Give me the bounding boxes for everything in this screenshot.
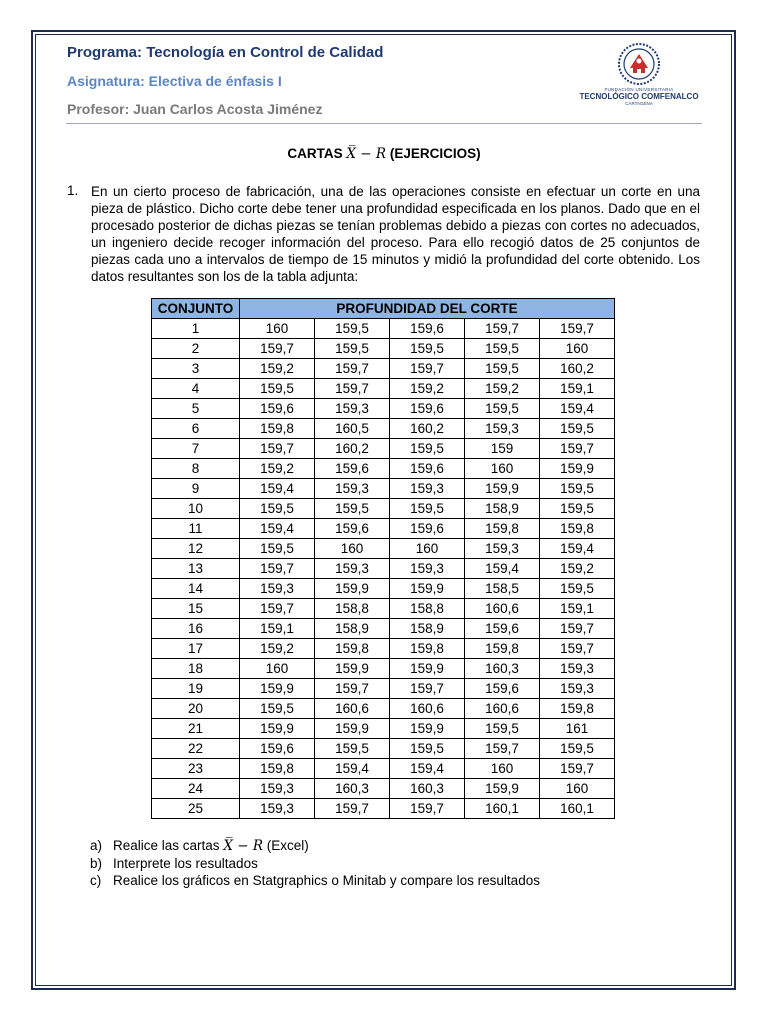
depth-value-cell: 159,7: [465, 739, 540, 759]
set-number-cell: 25: [152, 799, 240, 819]
depth-value-cell: 160,3: [315, 779, 390, 799]
table-row: [152, 599, 615, 619]
header-divider: [66, 123, 702, 124]
depth-value-cell: 159,2: [240, 639, 315, 659]
table-row: [152, 579, 615, 599]
depth-value-cell: 159,6: [390, 519, 465, 539]
depth-value-cell: 160,1: [540, 799, 615, 819]
depth-value-cell: 159,4: [240, 479, 315, 499]
depth-value-cell: 159,8: [465, 519, 540, 539]
depth-value-cell: 158,9: [465, 499, 540, 519]
set-number-cell: 11: [152, 519, 240, 539]
table-row: [152, 519, 615, 539]
logo-line-1: FUNDACIÓN UNIVERSITARIA: [604, 87, 674, 92]
table-row: [152, 619, 615, 639]
depth-value-cell: 159,9: [465, 479, 540, 499]
table-row: [152, 319, 615, 339]
task-text-before: Realice las cartas: [113, 838, 220, 853]
depth-value-cell: 159,7: [315, 379, 390, 399]
depth-value-cell: 159,5: [390, 739, 465, 759]
table-row: [152, 679, 615, 699]
logo-line-2: TECNOLÓGICO COMFENALCO: [579, 92, 699, 101]
depth-value-cell: 159,5: [315, 499, 390, 519]
table-row: [152, 539, 615, 559]
depth-value-cell: 160: [465, 459, 540, 479]
depth-value-cell: 159,5: [540, 419, 615, 439]
depth-value-cell: 159,6: [390, 319, 465, 339]
table-row: [152, 459, 615, 479]
depth-value-cell: 159,5: [315, 339, 390, 359]
depth-value-cell: 159,5: [540, 499, 615, 519]
document-title: [0, 146, 768, 162]
depth-value-cell: 160,2: [315, 439, 390, 459]
table-row: [152, 639, 615, 659]
depth-value-cell: 159,2: [240, 459, 315, 479]
exercise-number: 1.: [67, 183, 79, 198]
depth-data-table: [151, 298, 615, 819]
depth-value-cell: 159,9: [315, 579, 390, 599]
set-number-cell: 19: [152, 679, 240, 699]
depth-value-cell: 159,3: [540, 659, 615, 679]
depth-value-cell: 159,3: [390, 559, 465, 579]
depth-value-cell: 159,9: [465, 779, 540, 799]
depth-value-cell: 159,5: [465, 339, 540, 359]
depth-value-cell: 160,6: [465, 599, 540, 619]
task-label: b): [90, 856, 103, 871]
set-number-cell: 2: [152, 339, 240, 359]
depth-value-cell: 159,5: [240, 379, 315, 399]
depth-value-cell: 159,7: [315, 359, 390, 379]
set-number-cell: 13: [152, 559, 240, 579]
depth-value-cell: 159,3: [540, 679, 615, 699]
title-suffix: (EJERCICIOS): [389, 146, 481, 161]
depth-value-cell: 159,8: [540, 519, 615, 539]
set-number-cell: 23: [152, 759, 240, 779]
depth-value-cell: 159,7: [315, 799, 390, 819]
set-number-cell: 1: [152, 319, 240, 339]
depth-value-cell: 159,4: [540, 539, 615, 559]
depth-value-cell: 160,3: [390, 779, 465, 799]
subject-heading: Asignatura: Electiva de énfasis I: [67, 73, 282, 89]
depth-value-cell: 159,9: [540, 459, 615, 479]
depth-value-cell: 160,2: [390, 419, 465, 439]
depth-value-cell: 159,6: [315, 519, 390, 539]
depth-value-cell: 160: [240, 319, 315, 339]
table-row: [152, 739, 615, 759]
depth-value-cell: 159,5: [240, 699, 315, 719]
seal-icon: [616, 42, 662, 86]
header-conjunto: CONJUNTO: [152, 299, 240, 319]
depth-value-cell: 159,2: [390, 379, 465, 399]
table-row: [152, 699, 615, 719]
set-number-cell: 5: [152, 399, 240, 419]
table-row: [152, 499, 615, 519]
depth-value-cell: 159,6: [390, 399, 465, 419]
set-number-cell: 14: [152, 579, 240, 599]
depth-value-cell: 159,3: [240, 579, 315, 599]
depth-value-cell: 160,2: [540, 359, 615, 379]
depth-value-cell: 159,7: [240, 599, 315, 619]
table-header-row: [152, 299, 615, 319]
depth-value-cell: 159,4: [315, 759, 390, 779]
depth-value-cell: 159,4: [540, 399, 615, 419]
table-row: [152, 439, 615, 459]
depth-value-cell: 159,5: [465, 399, 540, 419]
depth-value-cell: 159,6: [240, 739, 315, 759]
table-row: [152, 759, 615, 779]
depth-value-cell: 159,8: [315, 639, 390, 659]
depth-value-cell: 159,7: [540, 439, 615, 459]
table-row: [152, 779, 615, 799]
task-text: Realice los gráficos en Statgraphics o Minitab y compare los resultados: [113, 873, 540, 888]
depth-value-cell: 159,5: [315, 739, 390, 759]
depth-value-cell: 159,3: [315, 399, 390, 419]
task-label: c): [90, 873, 102, 888]
depth-value-cell: 159,5: [540, 579, 615, 599]
depth-value-cell: 159,7: [240, 339, 315, 359]
set-number-cell: 4: [152, 379, 240, 399]
depth-value-cell: 159,7: [240, 439, 315, 459]
depth-value-cell: 159,7: [390, 359, 465, 379]
table-row: [152, 559, 615, 579]
depth-value-cell: 159,8: [465, 639, 540, 659]
depth-value-cell: 159,8: [540, 699, 615, 719]
depth-value-cell: 159,4: [465, 559, 540, 579]
set-number-cell: 3: [152, 359, 240, 379]
task-text: Interprete los resultados: [113, 856, 258, 871]
depth-value-cell: 160,6: [390, 699, 465, 719]
table-row: [152, 399, 615, 419]
set-number-cell: 16: [152, 619, 240, 639]
title-prefix: CARTAS: [287, 146, 343, 161]
table-row: [152, 339, 615, 359]
depth-value-cell: 160,3: [465, 659, 540, 679]
set-number-cell: 8: [152, 459, 240, 479]
depth-value-cell: 158,9: [390, 619, 465, 639]
table-row: [152, 659, 615, 679]
set-number-cell: 18: [152, 659, 240, 679]
depth-value-cell: 159,8: [240, 759, 315, 779]
depth-value-cell: 159,3: [465, 419, 540, 439]
institution-logo: [574, 42, 704, 118]
depth-value-cell: 159,3: [315, 479, 390, 499]
depth-value-cell: 160: [240, 659, 315, 679]
logo-line-3: CARTAGENA: [625, 101, 653, 106]
set-number-cell: 12: [152, 539, 240, 559]
table-row: [152, 359, 615, 379]
depth-value-cell: 159,3: [240, 799, 315, 819]
depth-value-cell: 159,6: [240, 399, 315, 419]
set-number-cell: 6: [152, 419, 240, 439]
task-text: [113, 837, 309, 855]
depth-value-cell: 159,9: [315, 719, 390, 739]
depth-value-cell: 159: [465, 439, 540, 459]
depth-value-cell: 160: [315, 539, 390, 559]
task-formula: X̅ − R: [223, 838, 263, 854]
exercise-statement: En un cierto proceso de fabricación, una de las operaciones consiste en efectuar un corte en una pieza de plástico. Dicho corte debe tener una profundidad especificada en los planos. Dado que en el procesado posterior de dichas piezas se tenían problemas debido a piezas con cortes no adecuados, un ingeniero decide recoger información del proceso. Para ello recogió datos de 25 conjuntos de piezas cada uno a intervalos de tiempo de 15 minutos y midió la profundidad del corte obtenido. Los datos resultantes son los de la tabla adjunta:: [91, 184, 700, 284]
table-row: [152, 479, 615, 499]
depth-value-cell: 158,8: [390, 599, 465, 619]
depth-value-cell: 159,6: [465, 619, 540, 639]
table-row: [152, 379, 615, 399]
program-heading: Programa: Tecnología en Control de Calidad: [67, 44, 384, 61]
set-number-cell: 7: [152, 439, 240, 459]
depth-value-cell: 159,9: [240, 679, 315, 699]
set-number-cell: 20: [152, 699, 240, 719]
depth-value-cell: 159,7: [465, 319, 540, 339]
depth-value-cell: 159,9: [315, 659, 390, 679]
header-profundidad: PROFUNDIDAD DEL CORTE: [240, 299, 615, 319]
depth-value-cell: 159,5: [465, 719, 540, 739]
depth-value-cell: 159,5: [240, 499, 315, 519]
depth-value-cell: 159,9: [390, 659, 465, 679]
set-number-cell: 21: [152, 719, 240, 739]
depth-value-cell: 159,3: [240, 779, 315, 799]
depth-value-cell: 160,6: [315, 699, 390, 719]
depth-value-cell: 159,3: [465, 539, 540, 559]
depth-value-cell: 160: [465, 759, 540, 779]
table-row: [152, 719, 615, 739]
depth-value-cell: 159,5: [240, 539, 315, 559]
depth-value-cell: 159,1: [240, 619, 315, 639]
depth-value-cell: 159,6: [390, 459, 465, 479]
set-number-cell: 22: [152, 739, 240, 759]
task-item: [90, 837, 540, 855]
table-row: [152, 419, 615, 439]
depth-value-cell: 159,8: [240, 419, 315, 439]
depth-value-cell: 160: [540, 779, 615, 799]
table-row: [152, 799, 615, 819]
depth-value-cell: 159,4: [390, 759, 465, 779]
depth-value-cell: 159,6: [315, 459, 390, 479]
task-item: [90, 872, 540, 889]
depth-value-cell: 159,7: [390, 799, 465, 819]
depth-value-cell: 158,9: [315, 619, 390, 639]
depth-value-cell: 159,7: [315, 679, 390, 699]
depth-value-cell: 159,9: [390, 579, 465, 599]
depth-value-cell: 159,5: [540, 479, 615, 499]
depth-value-cell: 159,7: [540, 639, 615, 659]
depth-value-cell: 159,5: [390, 499, 465, 519]
set-number-cell: 9: [152, 479, 240, 499]
professor-heading: Profesor: Juan Carlos Acosta Jiménez: [67, 101, 323, 117]
depth-value-cell: 159,8: [390, 639, 465, 659]
depth-value-cell: 159,9: [390, 719, 465, 739]
depth-value-cell: 159,3: [315, 559, 390, 579]
task-label: a): [90, 838, 103, 853]
task-text-after: (Excel): [266, 838, 309, 853]
depth-value-cell: 159,2: [540, 559, 615, 579]
depth-value-cell: 159,7: [540, 619, 615, 639]
depth-value-cell: 159,7: [540, 759, 615, 779]
task-item: [90, 855, 540, 872]
depth-value-cell: 159,5: [390, 339, 465, 359]
depth-value-cell: 159,7: [390, 679, 465, 699]
depth-value-cell: 160,5: [315, 419, 390, 439]
depth-value-cell: 159,7: [240, 559, 315, 579]
depth-value-cell: 159,2: [240, 359, 315, 379]
depth-value-cell: 159,5: [540, 739, 615, 759]
depth-value-cell: 159,1: [540, 379, 615, 399]
depth-value-cell: 159,4: [240, 519, 315, 539]
title-formula: X̅ − R: [346, 146, 387, 162]
depth-value-cell: 160: [540, 339, 615, 359]
depth-value-cell: 159,1: [540, 599, 615, 619]
depth-value-cell: 159,5: [465, 359, 540, 379]
depth-value-cell: 161: [540, 719, 615, 739]
depth-value-cell: 159,3: [390, 479, 465, 499]
set-number-cell: 15: [152, 599, 240, 619]
depth-value-cell: 159,6: [465, 679, 540, 699]
depth-value-cell: 160: [390, 539, 465, 559]
task-list: [90, 837, 540, 889]
set-number-cell: 17: [152, 639, 240, 659]
depth-value-cell: 159,7: [540, 319, 615, 339]
set-number-cell: 24: [152, 779, 240, 799]
depth-value-cell: 160,6: [465, 699, 540, 719]
depth-value-cell: 159,2: [465, 379, 540, 399]
depth-value-cell: 158,5: [465, 579, 540, 599]
depth-value-cell: 159,9: [240, 719, 315, 739]
depth-value-cell: 159,5: [315, 319, 390, 339]
depth-value-cell: 159,5: [390, 439, 465, 459]
set-number-cell: 10: [152, 499, 240, 519]
depth-value-cell: 160,1: [465, 799, 540, 819]
depth-value-cell: 158,8: [315, 599, 390, 619]
